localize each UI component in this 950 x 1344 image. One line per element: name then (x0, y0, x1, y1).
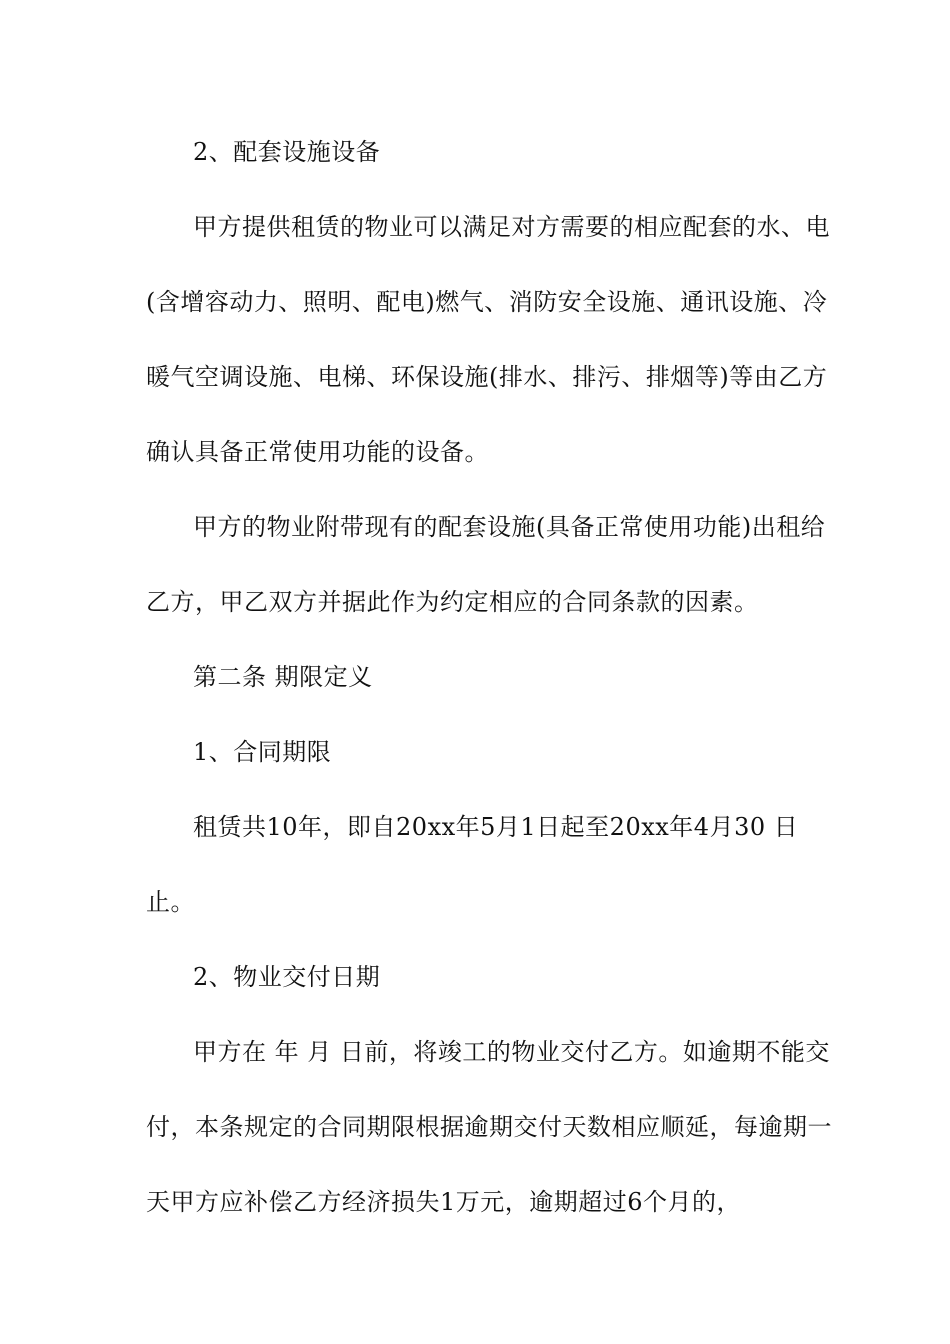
paragraph-lease-term: 租赁共10年，即自20xx年5月1日起至20xx年4月30 日止。 (146, 813, 799, 916)
section-heading-contract-term: 1、合同期限 (193, 738, 332, 766)
paragraph-facilities: 甲方提供租赁的物业可以满足对方需要的相应配套的水、电(含增容动力、照明、配电)燃气、消防安全设施、通讯设施、冷暖气空调设施、电梯、环保设施(排水、排污、排烟等)等由乙方确认具备正常使用功能的设备。 (146, 213, 830, 466)
paragraph-delivery: 甲方在 年 月 日前，将竣工的物业交付乙方。如逾期不能交付，本条规定的合同期限根据逾期交付天数相应顺延，每逾期一天甲方应补偿乙方经济损失1万元，逾期超过6个月的， (146, 1038, 832, 1216)
article-heading-term: 第二条 期限定义 (193, 663, 373, 691)
paragraph-existing-facilities: 甲方的物业附带现有的配套设施(具备正常使用功能)出租给乙方，甲乙双方并据此作为约定相应的合同条款的因素。 (146, 513, 826, 616)
section-heading-facilities: 2、配套设施设备 (193, 138, 381, 166)
section-heading-delivery-date: 2、物业交付日期 (193, 963, 381, 991)
